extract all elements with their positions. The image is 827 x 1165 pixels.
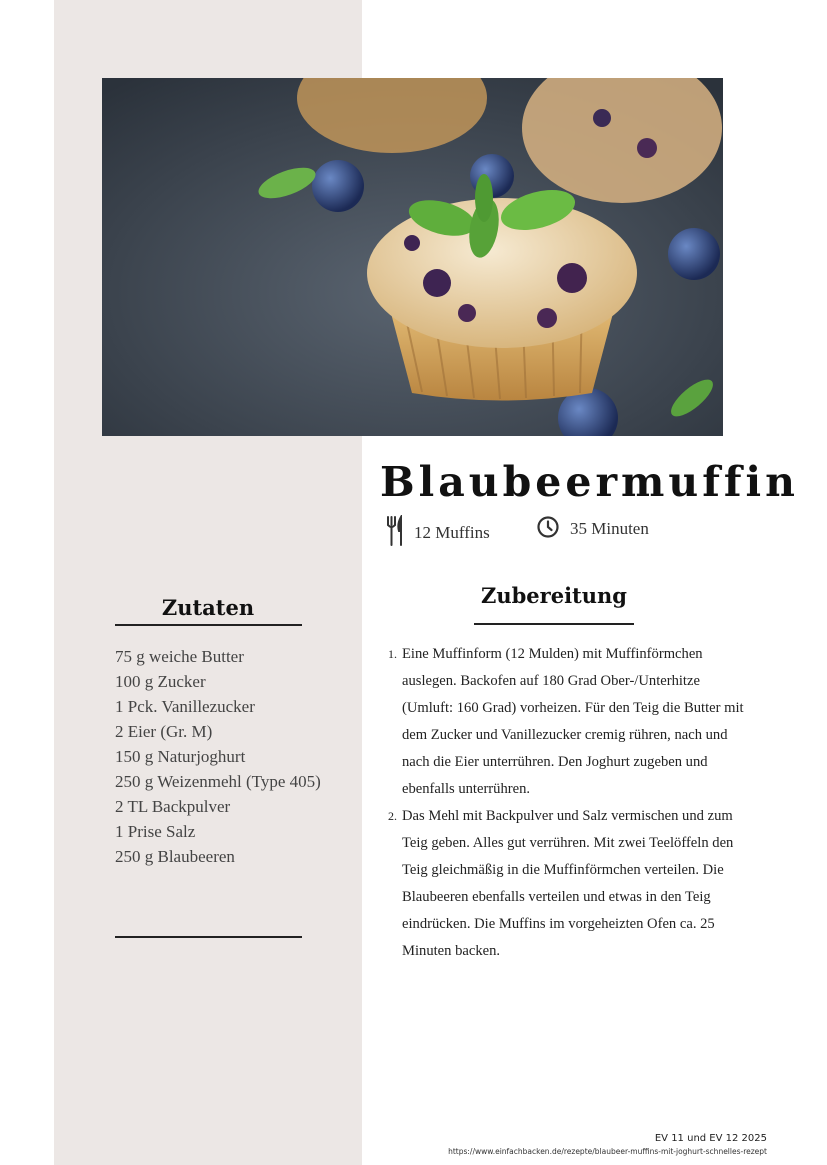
list-item: 250 g Weizenmehl (Type 405) [115,772,321,791]
recipe-photo [102,78,723,436]
source-url[interactable]: https://www.einfachbacken.de/rezepte/blaubeer-muffins-mit-joghurt-schnelles-rezept [448,1147,767,1156]
recipe-title: Blaubeermuffin [380,458,799,506]
step-number: 1. [388,647,397,661]
clock-icon [536,515,560,543]
servings-info [386,515,490,551]
servings-text: 12 Muffins [414,523,490,542]
ingredients-heading: Zutaten [161,595,255,620]
list-item: 75 g weiche Butter [115,647,244,666]
step-item [388,803,748,965]
time-text: 35 Minuten [570,519,649,538]
step-text: Eine Muffinform (12 Mulden) mit Muffinförmchen auslegen. Backofen auf 180 Grad Ober-/Unterhitze (Umluft: 160 Grad) vorheizen. Für den Teig die Butter mit dem Zucker und Vanillezucker cremig rühren, nach und nach die Eier unterrühren. Den Joghurt zugeben und ebenfalls unterrühren. [402,646,744,797]
step-number: 2. [388,809,397,823]
preparation-divider [474,623,634,625]
list-item: 100 g Zucker [115,672,206,691]
list-item: 150 g Naturjoghurt [115,747,246,766]
step-item [388,641,748,803]
time-info [536,515,649,543]
preparation-heading: Zubereitung [481,583,627,608]
list-item: 1 Pck. Vanillezucker [115,697,255,716]
preparation-steps [388,641,748,965]
edition-note: EV 11 und EV 12 2025 [654,1133,767,1144]
step-text: Das Mehl mit Backpulver und Salz vermischen und zum Teig geben. Alles gut verrühren. Mit zwei Teelöffeln den Teig gleichmäßig in die Muffinförmchen verteilen. Die Blaubeeren ebenfalls verteilen und etwas in den Teig eindrücken. Die Muffins im vorgeheizten Ofen ca. 25 Minuten backen. [402,808,734,959]
ingredients-divider-top [115,624,302,626]
ingredients-divider-bottom [115,936,302,938]
list-item: 1 Prise Salz [115,822,196,841]
ingredients-list [115,644,355,869]
list-item: 2 Eier (Gr. M) [115,722,213,741]
list-item: 2 TL Backpulver [115,797,231,816]
list-item: 250 g Blaubeeren [115,847,235,866]
fork-knife-icon [386,515,404,551]
